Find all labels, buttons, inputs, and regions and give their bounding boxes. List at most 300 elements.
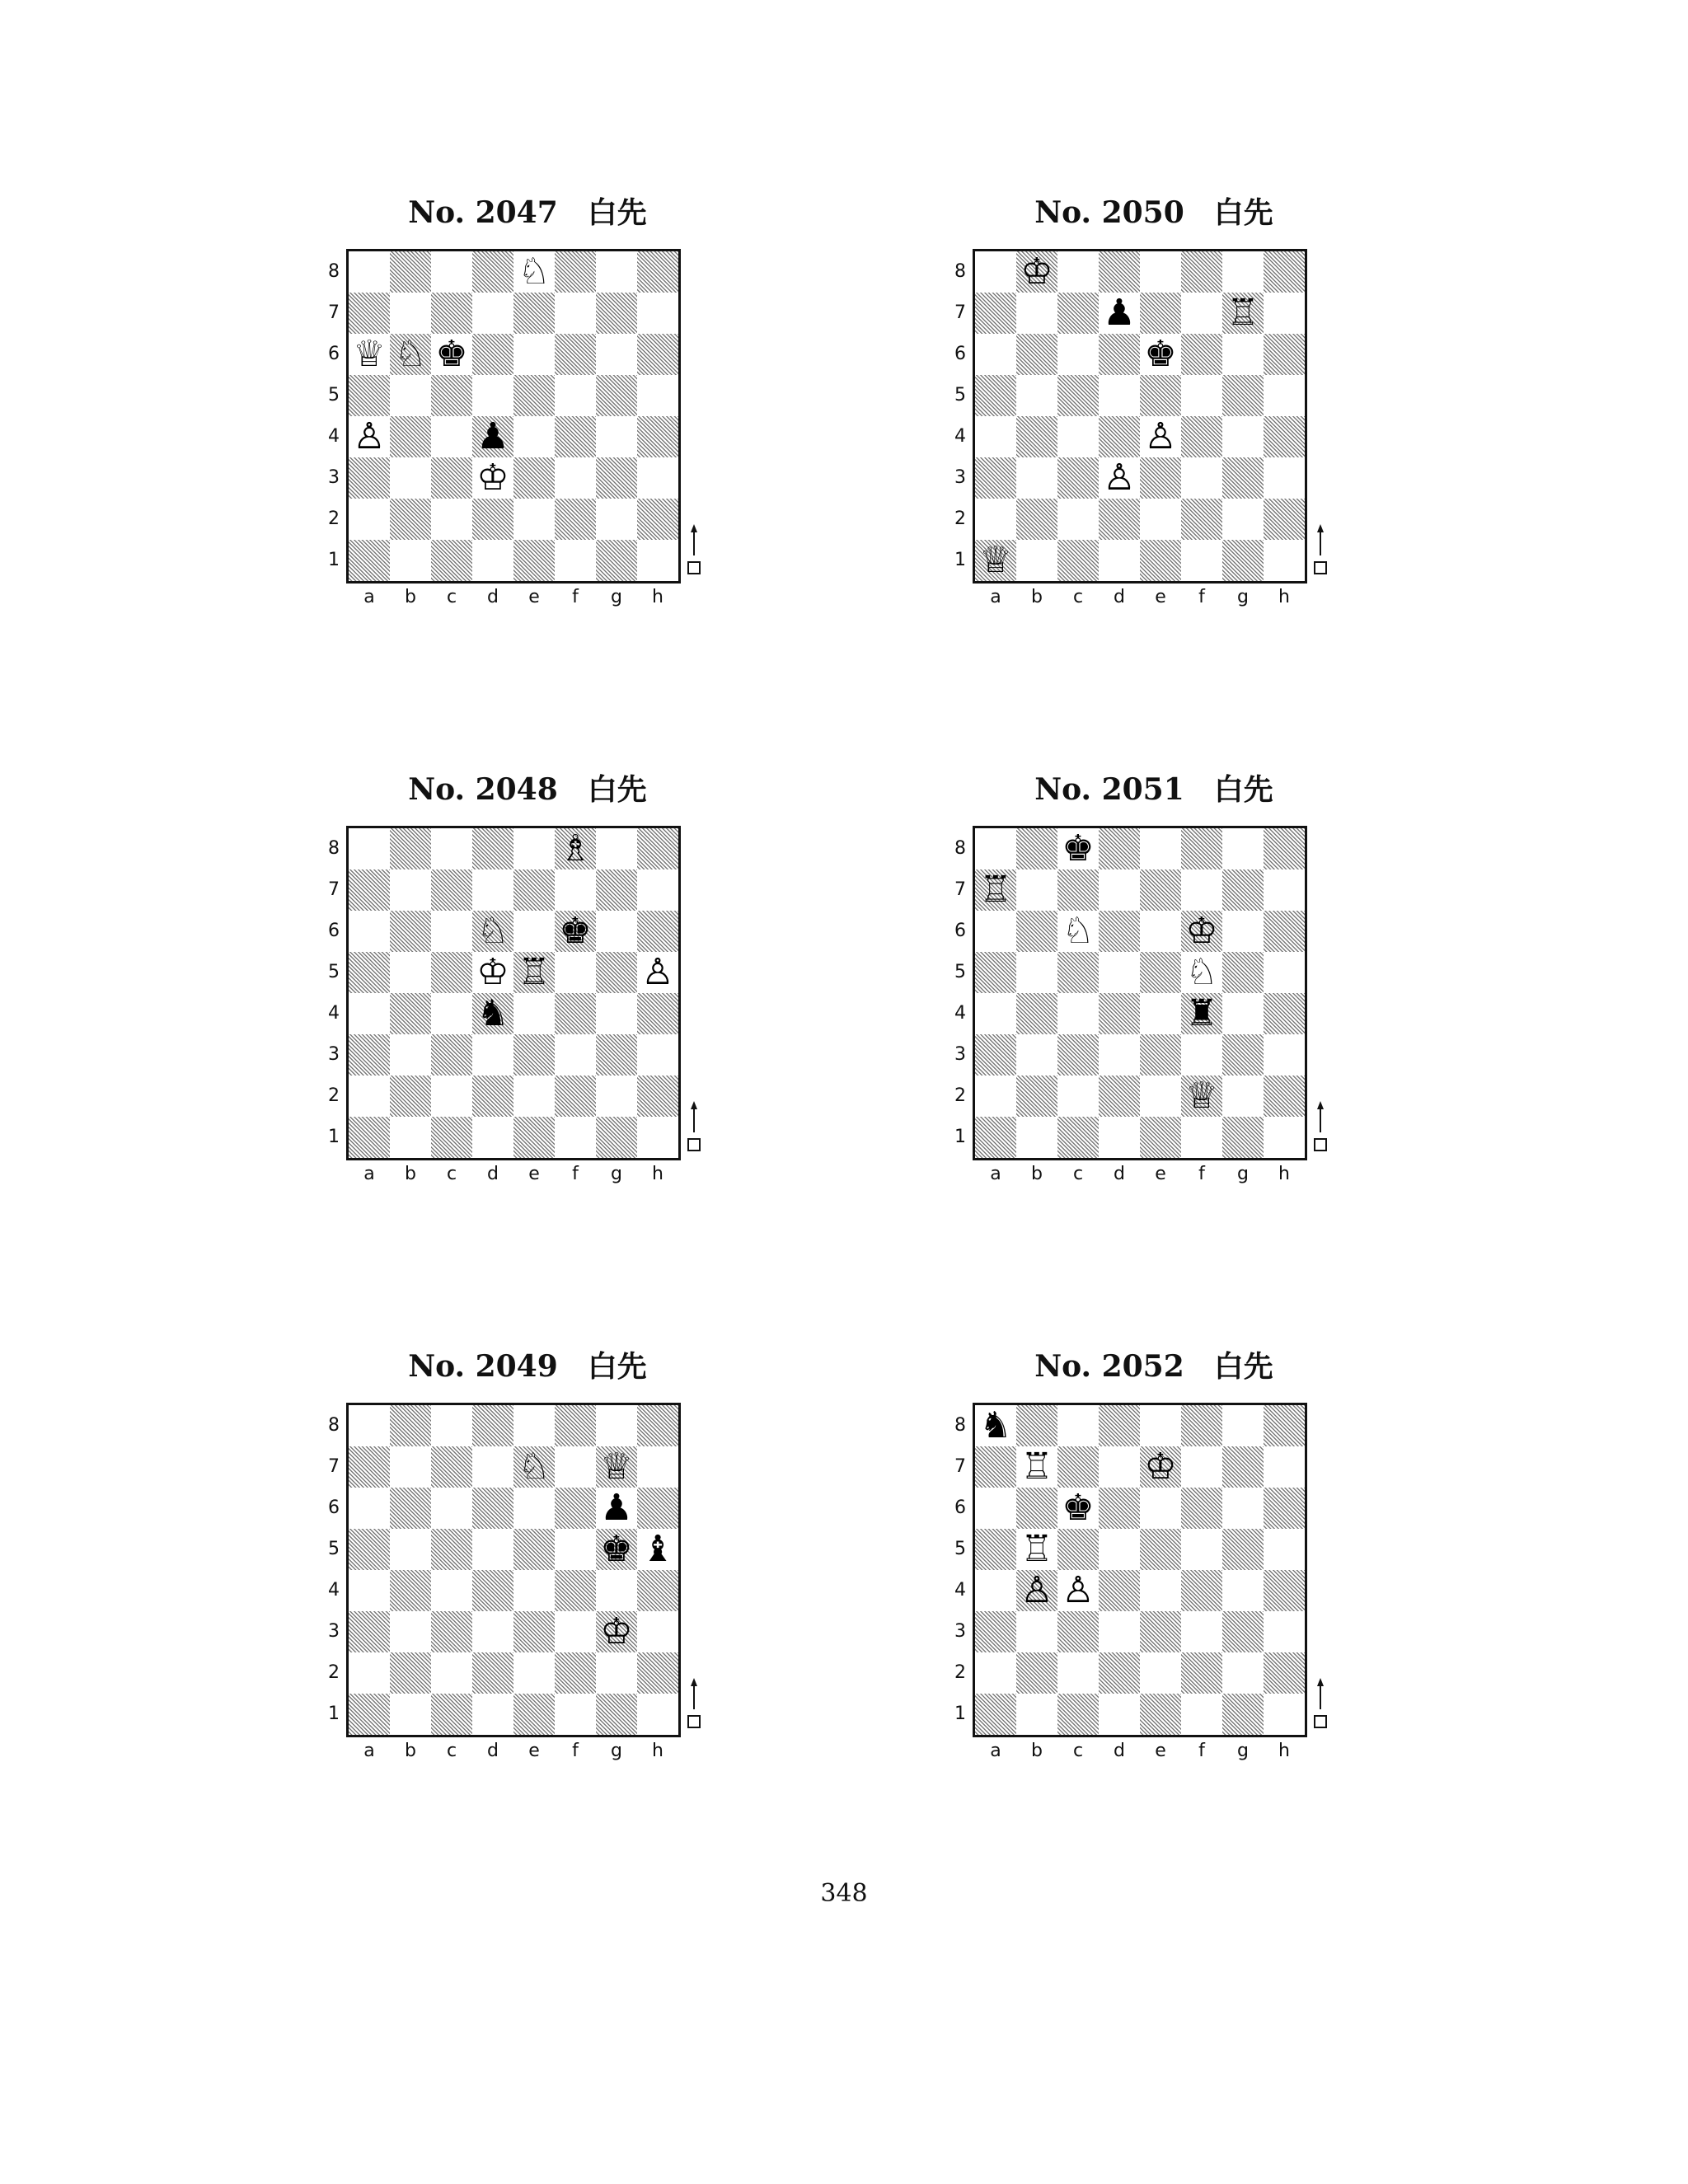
board-square: [1181, 251, 1222, 293]
board-square: [975, 828, 1016, 869]
board-square: [1140, 293, 1181, 334]
board-square: [1057, 251, 1099, 293]
file-label: g: [611, 587, 622, 607]
file-label: g: [1237, 1741, 1249, 1761]
board-square: [390, 993, 431, 1034]
board-square: [1264, 1034, 1305, 1076]
board-square: [1181, 334, 1222, 375]
board-square: [975, 1652, 1016, 1694]
board-square: [1016, 993, 1057, 1034]
board-square: [390, 499, 431, 540]
board-square: [1016, 1117, 1057, 1158]
white-bishop-icon: ♗: [559, 827, 592, 869]
black-king-icon: ♚: [559, 910, 592, 952]
board-square: [555, 375, 596, 416]
black-knight-icon: ♞: [476, 992, 509, 1034]
file-label: g: [1237, 1164, 1249, 1184]
rank-label: 5: [328, 385, 340, 405]
board-square: [1099, 1076, 1140, 1117]
board-square: [1140, 375, 1181, 416]
board-square: [975, 1117, 1016, 1158]
rank-label: 6: [328, 921, 340, 941]
board-square: [513, 1034, 555, 1076]
board-square: [1264, 1529, 1305, 1570]
white-pawn-icon: ♙: [353, 415, 386, 457]
board-square: [1099, 416, 1140, 457]
file-label: f: [572, 587, 579, 607]
board-square: [349, 1446, 390, 1488]
file-label: d: [1114, 1741, 1125, 1761]
white-rook-icon: ♖: [518, 951, 551, 993]
white-pawn-icon: ♙: [1144, 415, 1177, 457]
black-pawn-icon: ♟: [600, 1487, 633, 1529]
board-square: [1016, 375, 1057, 416]
board-square: [1264, 952, 1305, 993]
file-label: d: [1114, 1164, 1125, 1184]
board-square: [390, 1611, 431, 1652]
board-square: [1264, 540, 1305, 581]
white-king-icon: ♔: [476, 457, 509, 499]
black-rook-icon: ♜: [1185, 992, 1218, 1034]
white-queen-icon: ♕: [1185, 1075, 1218, 1117]
board-square: [1222, 911, 1264, 952]
board-square: [637, 1446, 678, 1488]
board-square: [637, 334, 678, 375]
board-square: [637, 540, 678, 581]
board-square: [1222, 540, 1264, 581]
board-square: [1264, 457, 1305, 499]
board-square: [1057, 1611, 1099, 1652]
white-to-move-marker-icon: [686, 1098, 702, 1155]
board-square: [472, 1446, 513, 1488]
board-square: [1099, 499, 1140, 540]
board-square: [472, 1034, 513, 1076]
file-label: b: [1031, 1164, 1043, 1184]
board-square: [555, 1570, 596, 1611]
board-square: [390, 1694, 431, 1735]
board-square: [1181, 828, 1222, 869]
file-label: c: [1072, 1741, 1084, 1761]
board-square: [1016, 1076, 1057, 1117]
board-square: [1264, 1652, 1305, 1694]
board-square: [555, 952, 596, 993]
board-square: [1016, 1405, 1057, 1446]
board-square: [1057, 416, 1099, 457]
rank-label: 4: [954, 426, 966, 447]
board-square: [596, 828, 637, 869]
board-square: [1222, 1076, 1264, 1117]
white-to-move-marker-icon: [686, 1675, 702, 1732]
file-label: c: [1072, 587, 1084, 607]
rank-label: 6: [328, 344, 340, 364]
white-knight-icon: ♘: [394, 333, 427, 375]
board-square: [637, 828, 678, 869]
rank-label: 1: [328, 550, 340, 570]
rank-label: 5: [954, 962, 966, 982]
file-label: e: [528, 1164, 540, 1184]
board-square: [1057, 952, 1099, 993]
board-square: [1140, 1488, 1181, 1529]
board-square: [472, 828, 513, 869]
rank-label: 7: [954, 302, 966, 323]
rank-label: 5: [328, 962, 340, 982]
puzzle-title: No. 2049 白先: [408, 1349, 647, 1384]
board-square: [390, 1034, 431, 1076]
board-square: [1057, 1076, 1099, 1117]
board-square: [1140, 457, 1181, 499]
board-square: [1099, 334, 1140, 375]
rank-label: 6: [954, 921, 966, 941]
rank-label: 4: [328, 1003, 340, 1024]
rank-label: 1: [328, 1127, 340, 1147]
rank-label: 7: [954, 1456, 966, 1477]
file-label: h: [652, 1164, 663, 1184]
board-square: [513, 540, 555, 581]
board-square: [513, 869, 555, 911]
board-square: [472, 1652, 513, 1694]
board-square: [596, 293, 637, 334]
board-square: [1264, 1488, 1305, 1529]
board-square: [1222, 375, 1264, 416]
board-square: [637, 1488, 678, 1529]
board-square: [1016, 416, 1057, 457]
puzzle-title: No. 2050 白先: [1034, 195, 1273, 230]
board-square: [1016, 1488, 1057, 1529]
board-square: [555, 993, 596, 1034]
board-square: [1099, 952, 1140, 993]
board-square: [1099, 1405, 1140, 1446]
rank-label: 8: [954, 1415, 966, 1436]
board-square: [1140, 251, 1181, 293]
black-bishop-icon: ♝: [641, 1528, 674, 1570]
board-square: [390, 1117, 431, 1158]
file-label: a: [363, 1741, 375, 1761]
rank-label: 7: [328, 302, 340, 323]
rank-label: 4: [328, 1580, 340, 1601]
board-square: [1099, 540, 1140, 581]
board-square: [1181, 416, 1222, 457]
file-label: d: [487, 1741, 499, 1761]
board-square: [431, 499, 472, 540]
board-square: [513, 993, 555, 1034]
rank-label: 7: [328, 879, 340, 900]
rank-label: 2: [328, 1662, 340, 1683]
board-square: [1140, 911, 1181, 952]
board-square: [1222, 1529, 1264, 1570]
board-square: [349, 251, 390, 293]
white-knight-icon: ♘: [518, 1446, 551, 1488]
white-king-icon: ♔: [1020, 251, 1053, 293]
board-square: [513, 1652, 555, 1694]
file-label: f: [1198, 1164, 1205, 1184]
board-square: [513, 1117, 555, 1158]
board-square: [349, 540, 390, 581]
board-square: [975, 1446, 1016, 1488]
board-square: [513, 416, 555, 457]
board-square: [1057, 1694, 1099, 1735]
white-queen-icon: ♕: [353, 333, 386, 375]
white-rook-icon: ♖: [1020, 1528, 1053, 1570]
board-square: [1222, 1405, 1264, 1446]
white-king-icon: ♔: [600, 1610, 633, 1652]
rank-label: 1: [954, 1704, 966, 1724]
board-square: [349, 993, 390, 1034]
board-square: [1016, 334, 1057, 375]
board-square: [1222, 1446, 1264, 1488]
rank-label: 5: [954, 1539, 966, 1559]
board-square: [431, 828, 472, 869]
board-square: [1140, 499, 1181, 540]
board-square: [349, 952, 390, 993]
white-knight-icon: ♘: [518, 251, 551, 293]
board-square: [472, 1570, 513, 1611]
board-square: [1140, 993, 1181, 1034]
board-square: [390, 952, 431, 993]
board-square: [637, 457, 678, 499]
file-label: f: [572, 1741, 579, 1761]
chess-board: [973, 249, 1307, 583]
board-square: [1140, 1076, 1181, 1117]
board-square: [513, 293, 555, 334]
board-square: [637, 911, 678, 952]
board-square: [390, 1652, 431, 1694]
rank-label: 1: [328, 1704, 340, 1724]
board-square: [1099, 1570, 1140, 1611]
file-label: c: [446, 1741, 457, 1761]
board-square: [1222, 1117, 1264, 1158]
board-square: [431, 1529, 472, 1570]
board-square: [1057, 334, 1099, 375]
board-square: [431, 375, 472, 416]
board-square: [637, 1570, 678, 1611]
rank-label: 3: [954, 1044, 966, 1065]
board-square: [431, 952, 472, 993]
file-label: d: [1114, 587, 1125, 607]
board-square: [1222, 1611, 1264, 1652]
board-square: [349, 1570, 390, 1611]
board-square: [472, 1076, 513, 1117]
board-square: [1222, 457, 1264, 499]
chess-diagram: [321, 249, 734, 620]
board-square: [596, 993, 637, 1034]
board-square: [637, 1076, 678, 1117]
board-square: [1181, 1570, 1222, 1611]
board-square: [349, 457, 390, 499]
file-label: h: [1278, 587, 1290, 607]
board-square: [1181, 1117, 1222, 1158]
board-square: [431, 293, 472, 334]
file-label: a: [990, 1741, 1001, 1761]
board-square: [1222, 828, 1264, 869]
board-square: [472, 499, 513, 540]
rank-label: 8: [954, 261, 966, 282]
black-king-icon: ♚: [1062, 827, 1095, 869]
board-square: [1099, 828, 1140, 869]
board-square: [472, 293, 513, 334]
board-square: [349, 1611, 390, 1652]
board-square: [472, 1117, 513, 1158]
board-square: [390, 540, 431, 581]
board-square: [1140, 1117, 1181, 1158]
white-knight-icon: ♘: [476, 910, 509, 952]
white-pawn-icon: ♙: [1103, 457, 1136, 499]
file-label: c: [446, 587, 457, 607]
board-square: [1264, 1117, 1305, 1158]
board-square: [1181, 1034, 1222, 1076]
board-square: [1181, 869, 1222, 911]
board-square: [1057, 1034, 1099, 1076]
board-square: [1016, 540, 1057, 581]
file-label: b: [1031, 1741, 1043, 1761]
board-square: [1264, 416, 1305, 457]
board-square: [555, 251, 596, 293]
board-square: [1140, 828, 1181, 869]
rank-label: 1: [954, 550, 966, 570]
file-label: e: [1155, 1164, 1166, 1184]
chess-diagram: [321, 826, 734, 1197]
board-square: [431, 869, 472, 911]
chess-diagram: [948, 249, 1360, 620]
white-pawn-icon: ♙: [1062, 1569, 1095, 1611]
board-square: [513, 457, 555, 499]
board-square: [1264, 1076, 1305, 1117]
rank-label: 7: [954, 879, 966, 900]
board-square: [390, 828, 431, 869]
chess-board: [973, 826, 1307, 1160]
file-label: f: [1198, 1741, 1205, 1761]
board-square: [1181, 1488, 1222, 1529]
board-square: [975, 416, 1016, 457]
board-square: [1264, 293, 1305, 334]
board-square: [555, 1652, 596, 1694]
rank-label: 2: [954, 509, 966, 529]
board-square: [1057, 293, 1099, 334]
rank-label: 5: [954, 385, 966, 405]
file-label: c: [1072, 1164, 1084, 1184]
black-king-icon: ♚: [1062, 1487, 1095, 1529]
board-square: [472, 1488, 513, 1529]
rank-label: 8: [328, 1415, 340, 1436]
board-square: [472, 540, 513, 581]
file-label: b: [405, 1164, 416, 1184]
board-square: [1264, 1694, 1305, 1735]
board-square: [637, 1034, 678, 1076]
board-square: [975, 1611, 1016, 1652]
board-square: [1140, 1652, 1181, 1694]
board-square: [1140, 1034, 1181, 1076]
board-square: [1264, 828, 1305, 869]
board-square: [349, 293, 390, 334]
file-label: f: [572, 1164, 579, 1184]
board-square: [1222, 416, 1264, 457]
board-square: [975, 251, 1016, 293]
board-square: [1222, 993, 1264, 1034]
board-square: [637, 416, 678, 457]
board-square: [431, 1117, 472, 1158]
board-square: [431, 457, 472, 499]
board-square: [390, 1405, 431, 1446]
board-square: [637, 375, 678, 416]
rank-label: 3: [328, 1621, 340, 1642]
board-square: [596, 1652, 637, 1694]
board-square: [349, 828, 390, 869]
white-pawn-icon: ♙: [1020, 1569, 1053, 1611]
board-square: [349, 1488, 390, 1529]
page-number: 348: [820, 1879, 868, 1908]
white-knight-icon: ♘: [1185, 951, 1218, 993]
puzzle-title: No. 2047 白先: [408, 195, 647, 230]
board-square: [975, 334, 1016, 375]
rank-label: 3: [954, 467, 966, 488]
board-square: [1099, 1488, 1140, 1529]
board-square: [390, 911, 431, 952]
board-square: [555, 540, 596, 581]
board-square: [1140, 869, 1181, 911]
board-square: [431, 416, 472, 457]
board-square: [390, 375, 431, 416]
board-square: [1057, 375, 1099, 416]
board-square: [975, 1034, 1016, 1076]
white-to-move-marker-icon: [1312, 521, 1329, 579]
board-square: [513, 1694, 555, 1735]
board-square: [1016, 1034, 1057, 1076]
white-rook-icon: ♖: [979, 869, 1012, 911]
rank-label: 4: [328, 426, 340, 447]
board-square: [596, 499, 637, 540]
file-label: d: [487, 1164, 499, 1184]
board-square: [596, 375, 637, 416]
board-square: [1099, 1117, 1140, 1158]
board-square: [1016, 911, 1057, 952]
board-square: [555, 1694, 596, 1735]
board-square: [555, 869, 596, 911]
board-square: [555, 293, 596, 334]
board-square: [1181, 293, 1222, 334]
board-square: [472, 1694, 513, 1735]
black-king-icon: ♚: [1144, 333, 1177, 375]
board-square: [1016, 869, 1057, 911]
board-square: [390, 1529, 431, 1570]
board-square: [349, 1652, 390, 1694]
board-square: [513, 334, 555, 375]
board-square: [975, 1570, 1016, 1611]
board-square: [1016, 952, 1057, 993]
board-square: [1140, 1694, 1181, 1735]
chess-diagram: [321, 1403, 734, 1774]
board-square: [513, 911, 555, 952]
board-square: [513, 1405, 555, 1446]
board-square: [1181, 1611, 1222, 1652]
board-square: [1181, 499, 1222, 540]
board-square: [390, 251, 431, 293]
board-square: [637, 499, 678, 540]
board-square: [1181, 1446, 1222, 1488]
board-square: [349, 1694, 390, 1735]
board-square: [596, 334, 637, 375]
board-square: [975, 457, 1016, 499]
board-square: [1016, 1611, 1057, 1652]
board-square: [596, 1117, 637, 1158]
board-square: [472, 869, 513, 911]
board-square: [1099, 1446, 1140, 1488]
board-square: [431, 1034, 472, 1076]
board-square: [1264, 1611, 1305, 1652]
board-square: [555, 457, 596, 499]
board-square: [975, 911, 1016, 952]
board-square: [1057, 1529, 1099, 1570]
board-square: [349, 1076, 390, 1117]
board-square: [1099, 1529, 1140, 1570]
